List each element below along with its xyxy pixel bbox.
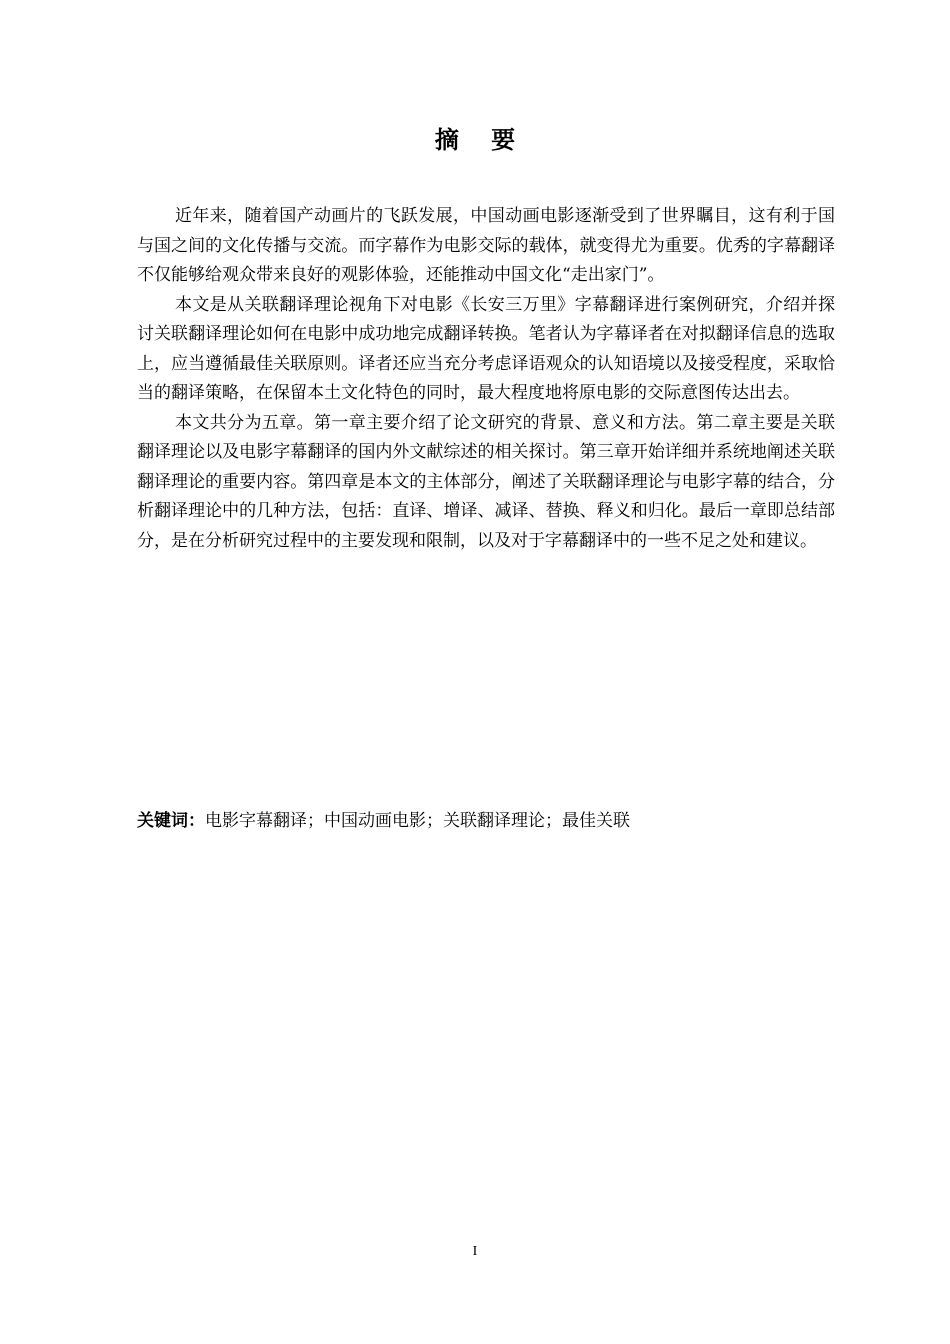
page-number: I (472, 1244, 478, 1259)
abstract-paragraph-1: 近年来，随着国产动画片的飞跃发展，中国动画电影逐渐受到了世界瞩目，这有利于国与国之间的文化传播与交流。而字幕作为电影交际的载体，就变得尤为重要。优秀的字幕翻译不仅能够给观众带来良好的观影体验，还能推动中国文化“走出家门”。 (137, 206, 835, 285)
abstract-body (137, 202, 835, 556)
keywords-label: 关键词： (137, 811, 205, 831)
keywords-text: 电影字幕翻译；中国动画电影；关联翻译理论；最佳关联 (205, 811, 630, 831)
keywords-line (137, 806, 835, 836)
abstract-paragraph-3: 本文共分为五章。第一章主要介绍了论文研究的背景、意义和方法。第二章主要是关联翻译理论以及电影字幕翻译的国内外文献综述的相关探讨。第三章开始详细并系统地阐述关联翻译理论的重要内容。第四章是本文的主体部分，阐述了关联翻译理论与电影字幕的结合，分析翻译理论中的几种方法，包括：直译、增译、减译、替换、释义和归化。最后一章即总结部分，是在分析研究过程中的主要发现和限制，以及对于字幕翻译中的一些不足之处和建议。 (137, 412, 835, 551)
abstract-title: 摘 要 (434, 126, 528, 154)
abstract-paragraph-2: 本文是从关联翻译理论视角下对电影《长安三万里》字幕翻译进行案例研究，介绍并探讨关联翻译理论如何在电影中成功地完成翻译转换。笔者认为字幕译者在对拟翻译信息的选取上，应当遵循最佳关联原则。译者还应当充分考虑译语观众的认知语境以及接受程度，采取恰当的翻译策略，在保留本土文化特色的同时，最大程度地将原电影的交际意图传达出去。 (137, 294, 835, 403)
